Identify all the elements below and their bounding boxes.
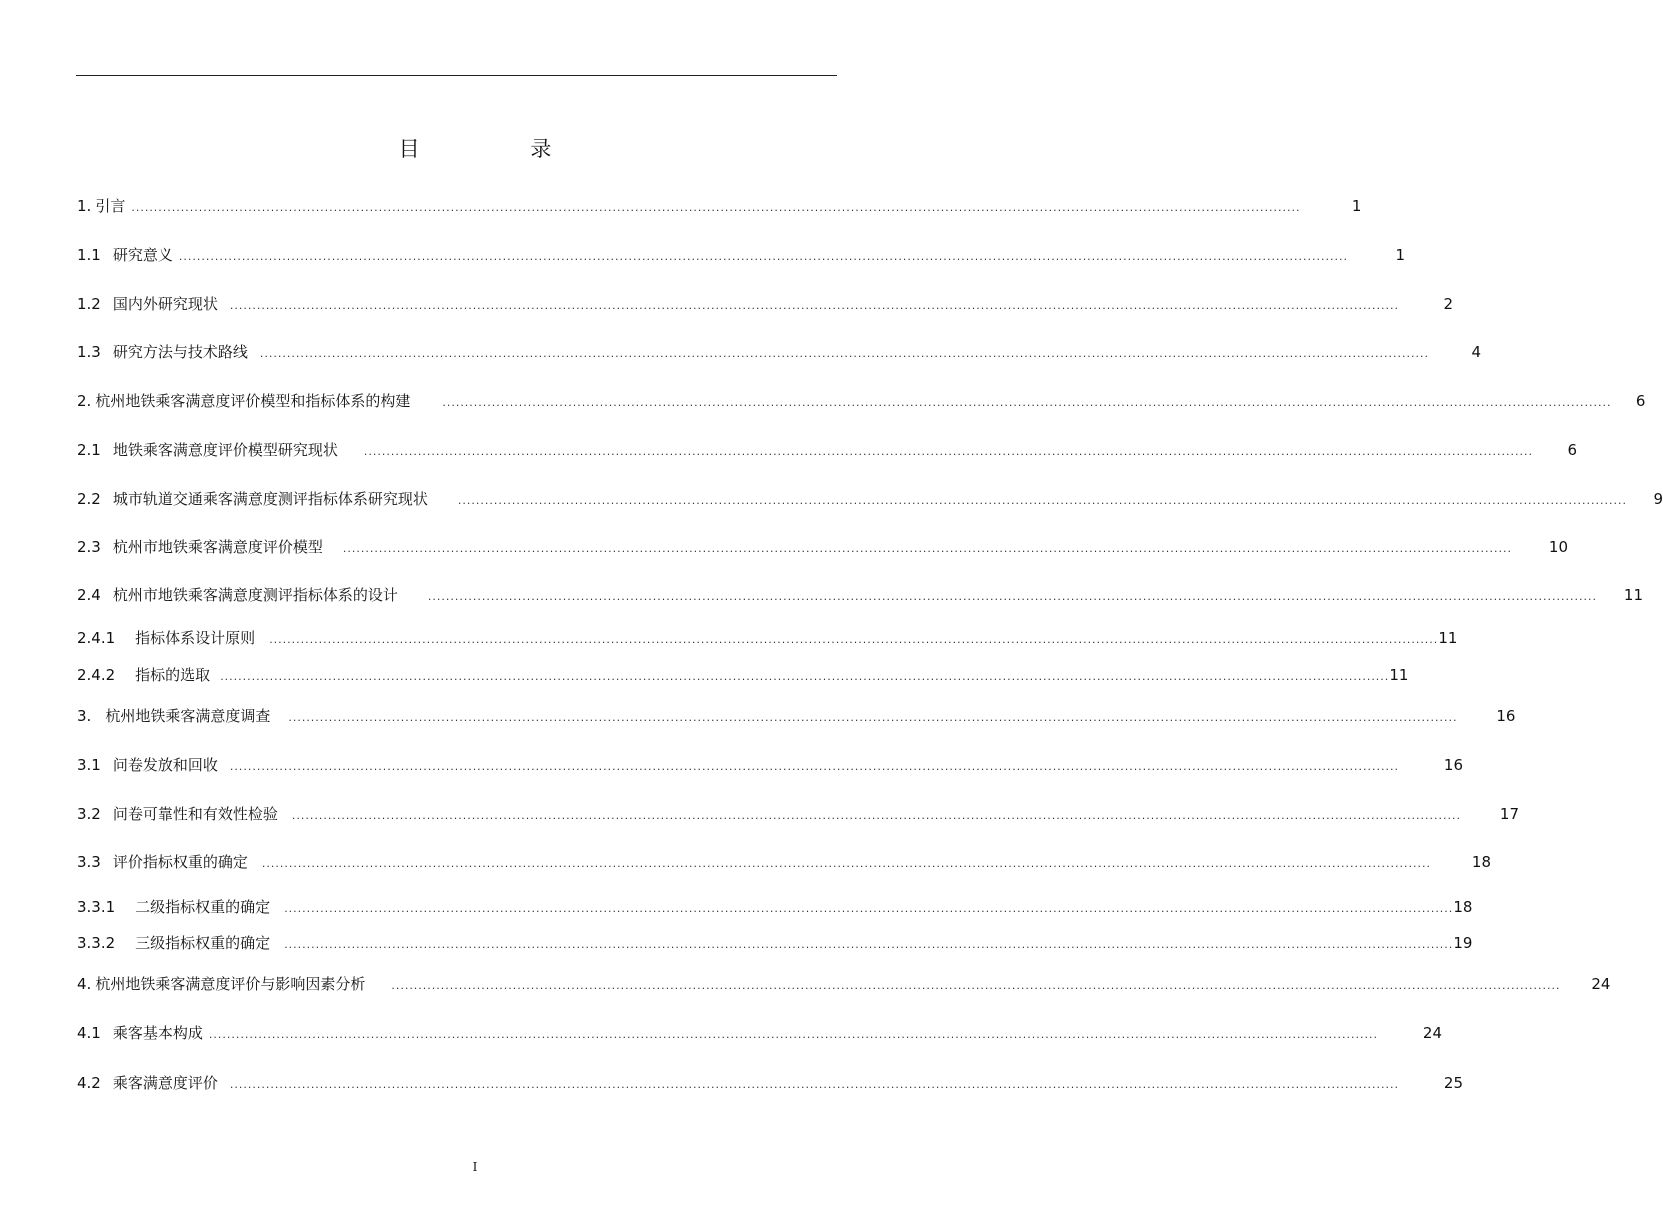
- toc-entry-page: 11: [1389, 666, 1409, 684]
- toc-entry-page: 6: [1635, 392, 1646, 410]
- toc-leader-dots: ....................................................................................................................................................................................................................................................................: [284, 902, 1454, 915]
- toc-entry[interactable]: [77, 1072, 1463, 1092]
- toc-entry-label: 乘客基本构成: [112, 1024, 203, 1042]
- toc-entry-number: 1.2: [77, 295, 101, 313]
- toc-entry-label: 指标的选取: [135, 666, 211, 684]
- toc-title: 目 录: [398, 137, 604, 161]
- toc-entry-number: 2.3: [77, 538, 101, 556]
- toc-entry-number: 4.2: [77, 1074, 101, 1092]
- toc-leader-dots: ....................................................................................................................................................................................................................................................................: [457, 494, 1627, 507]
- toc-entry[interactable]: [77, 664, 1409, 684]
- toc-entry[interactable]: [77, 195, 1362, 215]
- toc-entry-label: 杭州市地铁乘客满意度测评指标体系的设计: [112, 586, 398, 604]
- toc-entry[interactable]: [77, 488, 1663, 508]
- toc-entry-label: 乘客满意度评价: [112, 1074, 218, 1092]
- toc-leader-dots: ....................................................................................................................................................................................................................................................................: [269, 633, 1439, 646]
- toc-entry[interactable]: [77, 973, 1611, 993]
- toc-entry-page: 19: [1453, 934, 1473, 952]
- toc-entry-page: 24: [1422, 1024, 1442, 1042]
- toc-leader-dots: ....................................................................................................................................................................................................................................................................: [427, 590, 1597, 603]
- footer-page-number: I: [472, 1160, 478, 1174]
- toc-leader-dots: ....................................................................................................................................................................................................................................................................: [259, 347, 1429, 360]
- toc-entry-page: 16: [1496, 707, 1516, 725]
- toc-entry-number: 1.1: [77, 246, 101, 264]
- toc-entry-label: 杭州地铁乘客满意度评价模型和指标体系的构建: [95, 392, 411, 410]
- toc-entry-label: 引言: [95, 197, 126, 215]
- toc-leader-dots: ....................................................................................................................................................................................................................................................................: [442, 396, 1612, 409]
- toc-leader-dots: ....................................................................................................................................................................................................................................................................: [342, 542, 1512, 555]
- toc-entry-label: 研究方法与技术路线: [112, 343, 248, 361]
- toc-entry-label: 三级指标权重的确定: [135, 934, 271, 952]
- toc-entry-number: 2.4.1: [77, 629, 116, 647]
- toc-leader-dots: ....................................................................................................................................................................................................................................................................: [291, 809, 1461, 822]
- toc-entry[interactable]: [77, 439, 1577, 459]
- toc-entry-number: 2.: [77, 392, 92, 410]
- toc-entry-page: 1: [1395, 246, 1405, 264]
- toc-entry-number: 2.1: [77, 441, 101, 459]
- toc-entry-page: 11: [1438, 629, 1458, 647]
- toc-entry-label: 二级指标权重的确定: [135, 898, 271, 916]
- toc-entry[interactable]: [77, 627, 1458, 647]
- toc-entry-page: 18: [1453, 898, 1473, 916]
- toc-entry-page: 1: [1351, 197, 1362, 215]
- toc-entry-page: 4: [1471, 343, 1481, 361]
- toc-entry-page: 11: [1623, 586, 1643, 604]
- toc-entry-label: 评价指标权重的确定: [112, 853, 248, 871]
- toc-entry[interactable]: [77, 754, 1463, 774]
- toc-leader-dots: ....................................................................................................................................................................................................................................................................: [284, 938, 1454, 951]
- toc-entry-number: 3.: [77, 707, 92, 725]
- toc-entry-page: 18: [1471, 853, 1491, 871]
- toc-entry[interactable]: [77, 536, 1568, 556]
- toc-leader-dots: ....................................................................................................................................................................................................................................................................: [288, 711, 1458, 724]
- toc-leader-dots: ....................................................................................................................................................................................................................................................................: [261, 857, 1431, 870]
- toc-leader-dots: ....................................................................................................................................................................................................................................................................: [131, 201, 1301, 214]
- toc-entry-page: 24: [1591, 975, 1611, 993]
- toc-entry-number: 4.: [77, 975, 92, 993]
- toc-leader-dots: ....................................................................................................................................................................................................................................................................: [229, 760, 1399, 773]
- toc-entry[interactable]: [77, 932, 1473, 952]
- toc-entry-page: 9: [1653, 490, 1663, 508]
- toc-entry-label: 杭州地铁乘客满意度调查: [105, 707, 271, 725]
- toc-entry[interactable]: [77, 584, 1643, 604]
- toc-entry[interactable]: [77, 293, 1453, 313]
- toc-entry[interactable]: [77, 390, 1646, 410]
- toc-entry-number: 2.4.2: [77, 666, 116, 684]
- toc-entry-page: 2: [1443, 295, 1453, 313]
- toc-entry-number: 3.3.1: [77, 898, 116, 916]
- toc-entry-number: 2.4: [77, 586, 101, 604]
- toc-entry-page: 10: [1548, 538, 1568, 556]
- toc-entry[interactable]: [77, 244, 1405, 264]
- toc-entry-page: 25: [1443, 1074, 1463, 1092]
- toc-leader-dots: ....................................................................................................................................................................................................................................................................: [391, 979, 1561, 992]
- toc-entry-label: 杭州地铁乘客满意度评价与影响因素分析: [95, 975, 366, 993]
- toc-entry-label: 国内外研究现状: [112, 295, 218, 313]
- toc-leader-dots: ....................................................................................................................................................................................................................................................................: [178, 250, 1348, 263]
- toc-entry[interactable]: [77, 1022, 1442, 1042]
- toc-leader-dots: ....................................................................................................................................................................................................................................................................: [229, 299, 1399, 312]
- toc-entry[interactable]: [77, 896, 1473, 916]
- toc-entry-label: 问卷发放和回收: [112, 756, 218, 774]
- toc-entry-number: 1.3: [77, 343, 101, 361]
- toc-entry-label: 地铁乘客满意度评价模型研究现状: [112, 441, 338, 459]
- toc-entry-page: 16: [1443, 756, 1463, 774]
- toc-entry-page: 6: [1567, 441, 1577, 459]
- toc-leader-dots: ....................................................................................................................................................................................................................................................................: [220, 670, 1390, 683]
- toc-entry[interactable]: [77, 705, 1516, 725]
- toc-entry-label: 问卷可靠性和有效性检验: [112, 805, 278, 823]
- toc-entry-label: 杭州市地铁乘客满意度评价模型: [112, 538, 323, 556]
- header-rule: [76, 75, 837, 76]
- toc-leader-dots: ....................................................................................................................................................................................................................................................................: [208, 1028, 1378, 1041]
- toc-entry-number: 4.1: [77, 1024, 101, 1042]
- toc-leader-dots: ....................................................................................................................................................................................................................................................................: [363, 445, 1533, 458]
- toc-entry-label: 城市轨道交通乘客满意度测评指标体系研究现状: [112, 490, 428, 508]
- toc-entry-number: 1.: [77, 197, 92, 215]
- toc-entry[interactable]: [77, 851, 1491, 871]
- toc-entry-number: 3.1: [77, 756, 101, 774]
- toc-entry-label: 指标体系设计原则: [135, 629, 256, 647]
- toc-entry-label: 研究意义: [112, 246, 173, 264]
- toc-leader-dots: ....................................................................................................................................................................................................................................................................: [229, 1078, 1399, 1091]
- toc-entry-number: 3.2: [77, 805, 101, 823]
- toc-entry-number: 3.3: [77, 853, 101, 871]
- toc-entry-page: 17: [1499, 805, 1519, 823]
- toc-entry-number: 2.2: [77, 490, 101, 508]
- toc-entry-number: 3.3.2: [77, 934, 116, 952]
- toc-entry[interactable]: [77, 803, 1519, 823]
- toc-entry[interactable]: [77, 341, 1481, 361]
